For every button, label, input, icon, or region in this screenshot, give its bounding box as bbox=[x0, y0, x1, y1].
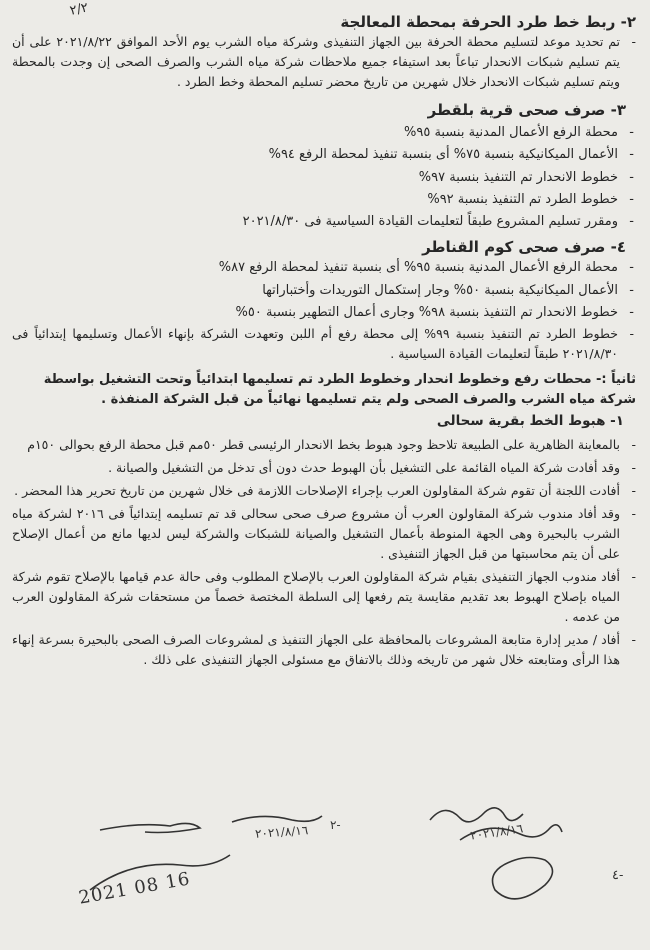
part-2-heading: ثانياً :- محطات رفع وخطوط انحدار وخطوط الطرد تم تسليمها ابتدائياً وتحت التشغيل بواسطة شركة مياه الشرب والصرف الصحى ولم يتم تسليمها نهائياً من قبل الشركة المنفذة . bbox=[43, 372, 636, 408]
paragraph: - أفاد / مدير إدارة متابعة المشروعات بالمحافظة على الجهاز التنفيذ ى لمشروعات الصرف الصحى بالبحيرة بسرعة إنهاء هذا الرأى ومتابعته خلال شهر من تاريخه وذلك بالاتفاق مع مسئولى الجهاز التنفيذى على ذلك . bbox=[12, 632, 636, 668]
list-item: - خطوط الطرد تم التنفيذ بنسبة ٩٩% إلى محطة رفع أم اللبن وتعهدت الشركة بإنهاء الأعمال وتسليمها إبتدائياً فى ٢٠٢١/٨/٣٠ طبقاً لتعليمات القيادة السياسية . bbox=[12, 326, 634, 362]
section-4-list bbox=[12, 257, 636, 364]
signature-date-1: ٢٠٢١/٨/١٦ bbox=[254, 823, 309, 841]
list-item: - الأعمال الميكانيكية بنسبة ٧٥% أى بنسبة تنفيذ لمحطة الرفع ٩٤% bbox=[268, 147, 634, 163]
list-item: - ومقرر تسليم المشروع طبقاً لتعليمات القيادة السياسية فى ٢٠٢١/٨/٣٠ bbox=[242, 214, 634, 230]
section-3-heading: ٣- صرف صحى قرية بلقطر bbox=[427, 101, 626, 119]
list-item: - خطوط الانحدار تم التنفيذ بنسبة ٩٧% bbox=[418, 169, 634, 185]
signature-mark-2: -٤ bbox=[612, 868, 624, 883]
handwritten-date-stamp: 16 08 2021 bbox=[77, 868, 193, 909]
paragraph: - أفادت اللجنة أن تقوم شركة المقاولون العرب بإجراء الإصلاحات اللازمة فى خلال شهرين من تاريخ تحرير هذا المحضر . bbox=[14, 483, 636, 499]
section-2-text: - تم تحديد موعد لتسليم محطة الحرفة بين الجهاز التنفيذى وشركة مياه الشرب يوم الأحد الموافق ٢٠٢١/٨/٢٢ على أن يتم تسليم شبكات الانحدار تباعاً بعد استيفاء جميع ملاحظات شركة مياه الشرب والصرف الصحى إن وجدت بالمحطة ويتم تسليم شبكات الانحدار خلال شهرين من تاريخ محضر تسليم المحطة وخط الطرد . bbox=[12, 34, 636, 89]
signature-mark-1: -٢ bbox=[330, 818, 341, 832]
list-item: - الأعمال الميكانيكية بنسبة ٥٠% وجار إستكمال التوريدات وأختباراتها bbox=[262, 282, 634, 298]
paragraph: - وقد أفادت شركة المياه القائمة على التشغيل بأن الهبوط حدث دون أى تدخل من التشغيل والصيانة . bbox=[108, 460, 636, 476]
paragraph: - بالمعاينة الظاهرية على الطبيعة تلاحظ وجود هبوط بخط الانحدار الرئيسى قطر ٥٠مم قبل محطة الرفع بحوالى ١٥٠م bbox=[27, 437, 636, 453]
section-3-list bbox=[12, 122, 636, 233]
part-2-paragraphs bbox=[12, 435, 636, 670]
section-4-heading: ٤- صرف صحى كوم القناطر bbox=[422, 238, 626, 257]
list-item: - خطوط الانحدار تم التنفيذ بنسبة ٩٨% وجارى أعمال التطهير بنسبة ٥٠% bbox=[235, 305, 634, 321]
part-2-subheading: ١- هبوط الخط بقرية سحالى bbox=[436, 413, 624, 430]
corner-page-mark: ٢/٢ bbox=[68, 0, 90, 19]
list-item: - محطة الرفع الأعمال المدنية بنسبة ٩٥% bbox=[403, 125, 634, 140]
list-item: - محطة الرفع الأعمال المدنية بنسبة ٩٥% أى بنسبة تنفيذ لمحطة الرفع ٨٧% bbox=[218, 260, 634, 276]
signature-date-2: ٢٠٢١/٨/١٦ bbox=[469, 821, 524, 843]
section-2-heading: ٢- ربط خط طرد الحرفة بمحطة المعالجة bbox=[340, 13, 636, 31]
paragraph: - أفاد مندوب الجهاز التنفيذى بقيام شركة المقاولون العرب بالإصلاح المطلوب وفى حالة عدم قيامها بالإصلاح تقوم شركة المياه بإصلاح الهبوط بعد تقديم مقايسة يتم رفعها إلى السلطة المختصة خصماً من مستحقات شركة المقاولون العرب من عدمه . bbox=[12, 569, 636, 625]
paragraph: - وقد أفاد مندوب شركة المقاولون العرب أن مشروع صرف صحى سحالى قد تم تسليمه إبتدائياً فى ٢٠١٦ لشركة مياه الشرب بالبحيرة وهى الجهة المنوطة بأعمال التشغيل والصيانة للشبكات والشركة ليس لديها مانع من أعمال الإصلاح على أن يتم محاسبتها من قبل الجهاز التنفيذى . bbox=[12, 506, 636, 562]
list-item: - خطوط الطرد تم التنفيذ بنسبة ٩٢% bbox=[427, 191, 634, 207]
